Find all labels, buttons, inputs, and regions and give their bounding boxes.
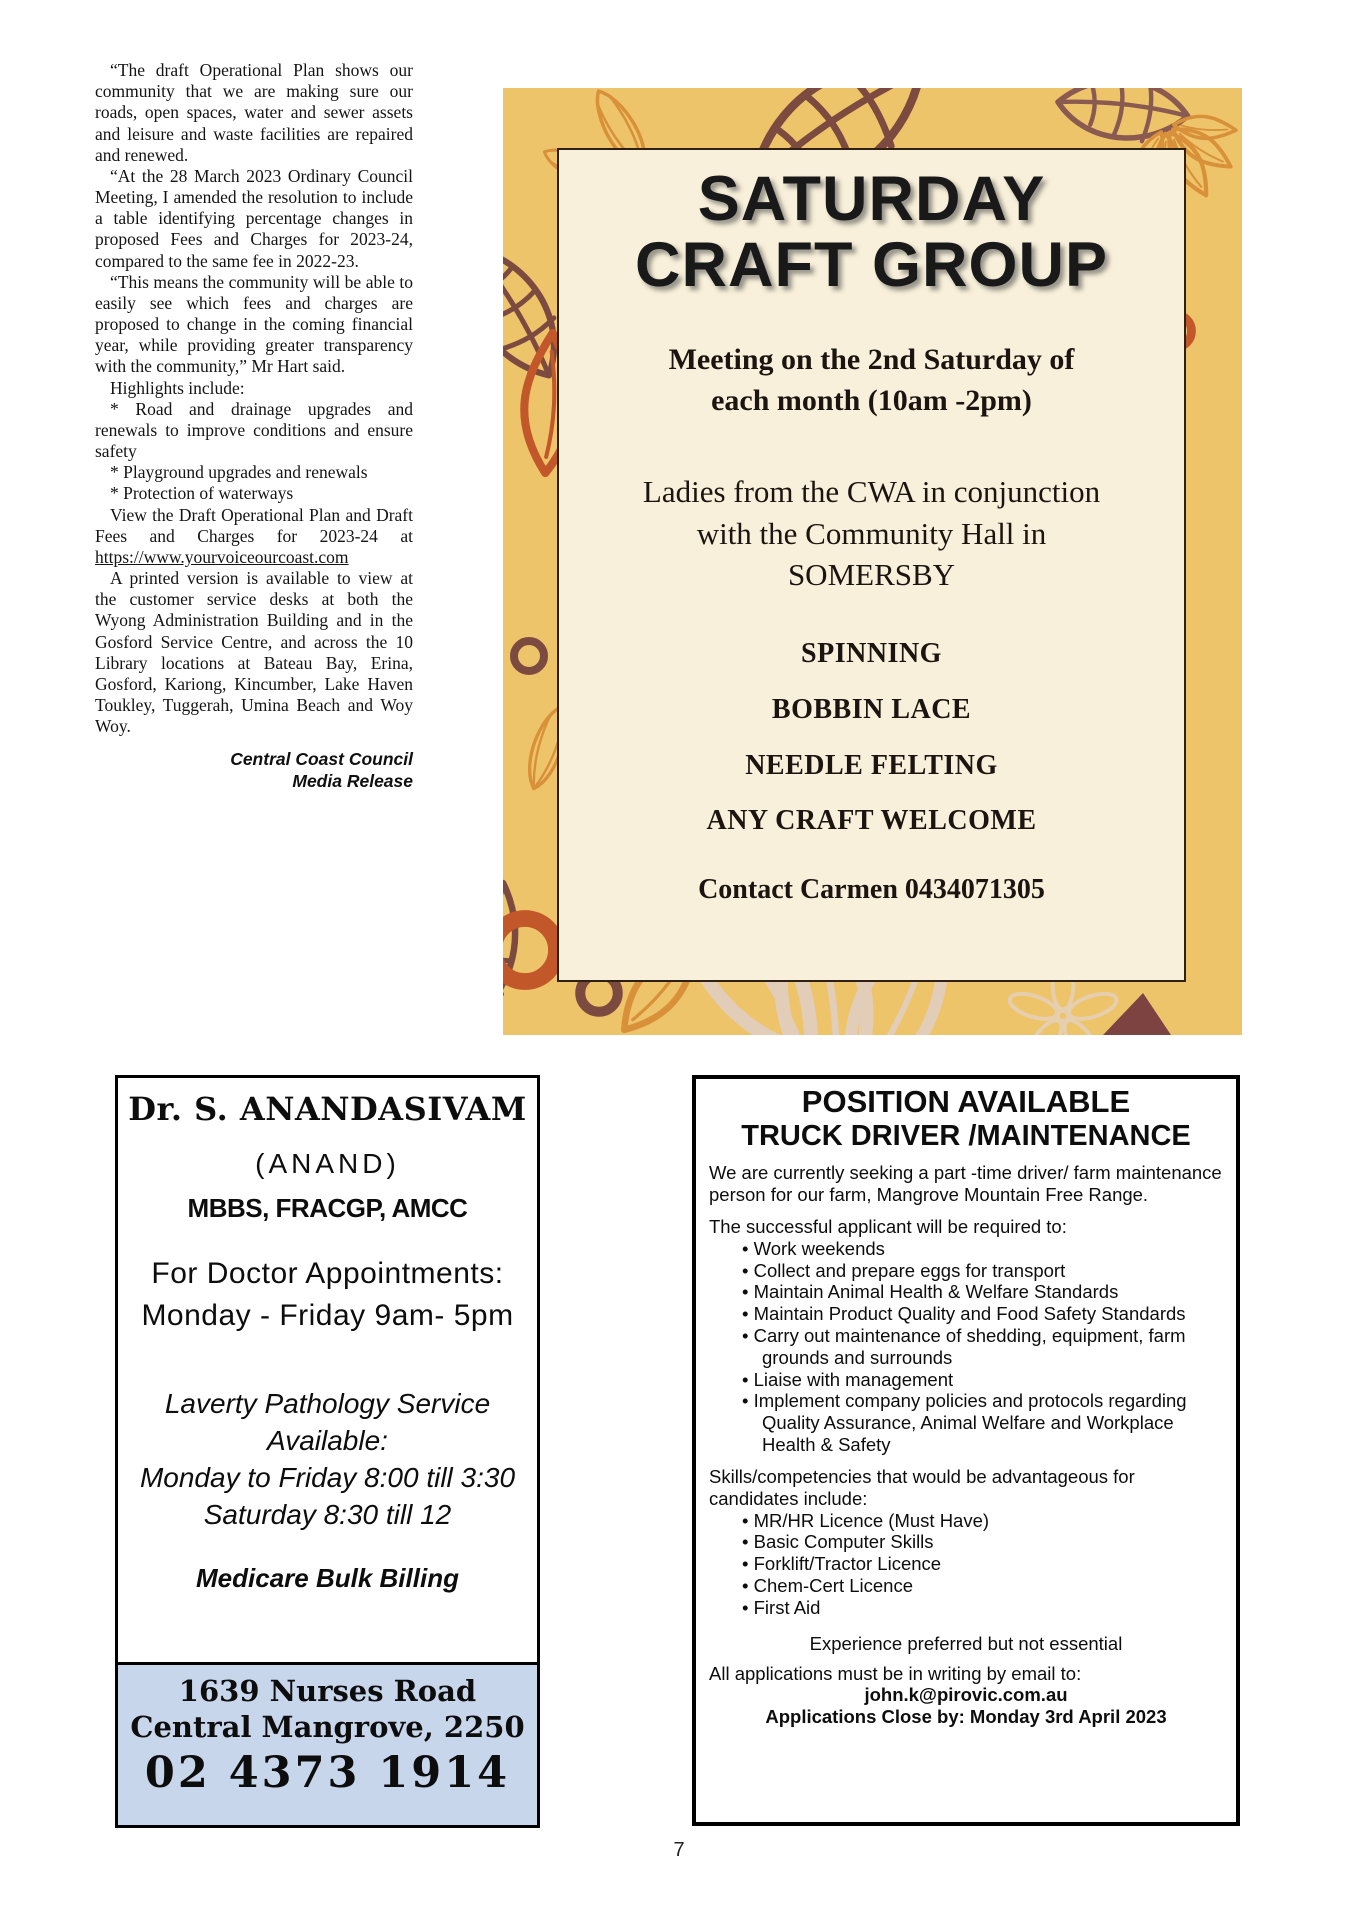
job-requirement-item: • Maintain Animal Health & Welfare Standards — [709, 1281, 1223, 1303]
job-skills-list — [709, 1510, 1223, 1619]
pathology-line: Available: — [267, 1424, 388, 1456]
craft-organiser-info — [559, 471, 1184, 595]
medicare-note: Medicare Bulk Billing — [196, 1562, 459, 1593]
article-paragraph: “This means the community will be able to easily see which fees and charges are proposed to change in the coming financial year, while providing greater transparency with the community,” Mr Hart said. — [95, 271, 413, 377]
job-requirement-item: • Collect and prepare eggs for transport — [709, 1260, 1223, 1282]
craft-meeting-info — [559, 340, 1184, 421]
article-paragraph: Highlights include: — [110, 377, 245, 398]
job-intro: We are currently seeking a part -time driver/ farm maintenance person for our farm, Mangrove Mountain Free Range. — [709, 1162, 1222, 1206]
article-paragraphs — [95, 60, 413, 738]
craft-activities-list — [559, 639, 1184, 837]
saturday-craft-group-ad — [503, 88, 1242, 1035]
job-requirement-item: • Implement company policies and protocols regarding Quality Assurance, Animal Welfare and Workplace Health & Safety — [709, 1390, 1223, 1455]
craft-ad-title — [559, 164, 1184, 301]
craft-meeting-line: Meeting on the 2nd Saturday of — [668, 343, 1075, 377]
pathology-line: Saturday 8:30 till 12 — [203, 1499, 452, 1531]
pathology-service-info — [118, 1385, 537, 1534]
craft-activity: NEEDLE FELTING — [745, 749, 998, 781]
job-apply-instruction: All applications must be in writing by email to: — [709, 1662, 1082, 1684]
appointment-heading: For Doctor Appointments: — [151, 1256, 504, 1290]
doctor-ad — [115, 1075, 540, 1828]
job-requirement-item: • Carry out maintenance of shedding, equipment, farm grounds and surrounds — [709, 1325, 1223, 1369]
address-suburb: Central Mangrove, 2250 — [130, 1710, 525, 1745]
doctor-qualifications: MBBS, FRACGP, AMCC — [187, 1192, 468, 1223]
craft-contact-line: Contact Carmen 0434071305 — [698, 874, 1045, 906]
article-paragraph: A printed version is available to view at the customer service desks at both the Wyong Administration Building and in the Gosford Service Centre, and across the 10 Library locations at Bateau Bay, Erina, Gosford, Kariong, Kincumber, Lake Haven Toukley, Tuggerah, Umina Beach and Woy Woy. — [95, 568, 413, 737]
job-closing-date: Applications Close by: Monday 3rd April 2023 — [765, 1706, 1167, 1728]
article-hyperlink[interactable]: https://www.yourvoiceourcoast.com — [95, 546, 349, 567]
article-attribution — [95, 748, 413, 794]
doctor-address-box — [118, 1662, 537, 1825]
job-skills-heading: Skills/competencies that would be advantageous for candidates include: — [709, 1465, 1135, 1509]
job-ad-role: TRUCK DRIVER /MAINTENANCE — [741, 1119, 1191, 1152]
craft-organiser-line: SOMERSBY — [787, 556, 956, 592]
job-requirement-item: • Liaise with management — [709, 1369, 1223, 1391]
article-paragraph: “At the 28 March 2023 Ordinary Council Meeting, I amended the resolution to include a table identifying percentage changes in proposed Fees and Charges for 2023-24, compared to the same fee in 2022-23. — [95, 165, 413, 271]
job-skill-item: • Chem-Cert Licence — [709, 1575, 1223, 1597]
doctor-phone-number: 02 4373 1914 — [144, 1747, 511, 1798]
council-article — [95, 60, 413, 793]
craft-organiser-line: Ladies from the CWA in conjunction — [642, 474, 1101, 510]
job-requirements-heading: The successful applicant will be required to: — [709, 1215, 1067, 1237]
craft-ad-panel — [557, 148, 1186, 982]
doctor-name: Dr. S. ANANDASIVAM — [128, 1090, 527, 1128]
doctor-alias: (ANAND) — [255, 1148, 400, 1180]
craft-meeting-line: each month (10am -2pm) — [711, 383, 1032, 417]
craft-activity: BOBBIN LACE — [771, 693, 972, 725]
pathology-line: Laverty Pathology Service — [164, 1387, 491, 1419]
article-paragraph: * Protection of waterways — [110, 483, 294, 504]
craft-title-line2: CRAFT GROUP — [635, 230, 1108, 301]
pathology-line: Monday to Friday 8:00 till 3:30 — [139, 1462, 516, 1494]
craft-activity: ANY CRAFT WELCOME — [706, 805, 1037, 837]
job-experience-note: Experience preferred but not essential — [809, 1632, 1123, 1654]
craft-organiser-line: with the Community Hall in — [696, 515, 1047, 551]
job-skill-item: • Forklift/Tractor Licence — [709, 1553, 1223, 1575]
position-available-ad — [692, 1075, 1240, 1826]
job-requirements-list — [709, 1238, 1223, 1456]
job-requirement-item: • Maintain Product Quality and Food Safety Standards — [709, 1303, 1223, 1325]
address-street: 1639 Nurses Road — [178, 1674, 477, 1708]
craft-activity: SPINNING — [801, 637, 942, 669]
page-number: 7 — [673, 1839, 685, 1861]
article-paragraph: * Road and drainage upgrades and renewals to improve conditions and ensure safety — [95, 398, 413, 462]
article-paragraph: “The draft Operational Plan shows our community that we are making sure our roads, open spaces, water and sewer assets and leisure and waste facilities are repaired and renewed. — [95, 60, 413, 165]
article-paragraph: * Playground upgrades and renewals — [110, 462, 368, 483]
appointment-hours: Monday - Friday 9am- 5pm — [141, 1298, 514, 1332]
job-skill-item: • Basic Computer Skills — [709, 1531, 1223, 1553]
doctor-appointment-hours — [118, 1253, 537, 1337]
job-skill-item: • First Aid — [709, 1597, 1223, 1619]
attribution-type: Media Release — [292, 771, 413, 792]
attribution-source: Central Coast Council — [230, 748, 413, 769]
job-contact-email: john.k@pirovic.com.au — [864, 1684, 1068, 1706]
job-ad-title: POSITION AVAILABLE — [801, 1084, 1131, 1119]
job-requirement-item: • Work weekends — [709, 1238, 1223, 1260]
craft-title-line1: SATURDAY — [697, 164, 1046, 234]
article-paragraph: View the Draft Operational Plan and Draft Fees and Charges for 2023-24 at https://www.yourvoiceourcoast.com — [95, 504, 413, 567]
job-skill-item: • MR/HR Licence (Must Have) — [709, 1510, 1223, 1532]
doctor-address — [118, 1673, 537, 1746]
